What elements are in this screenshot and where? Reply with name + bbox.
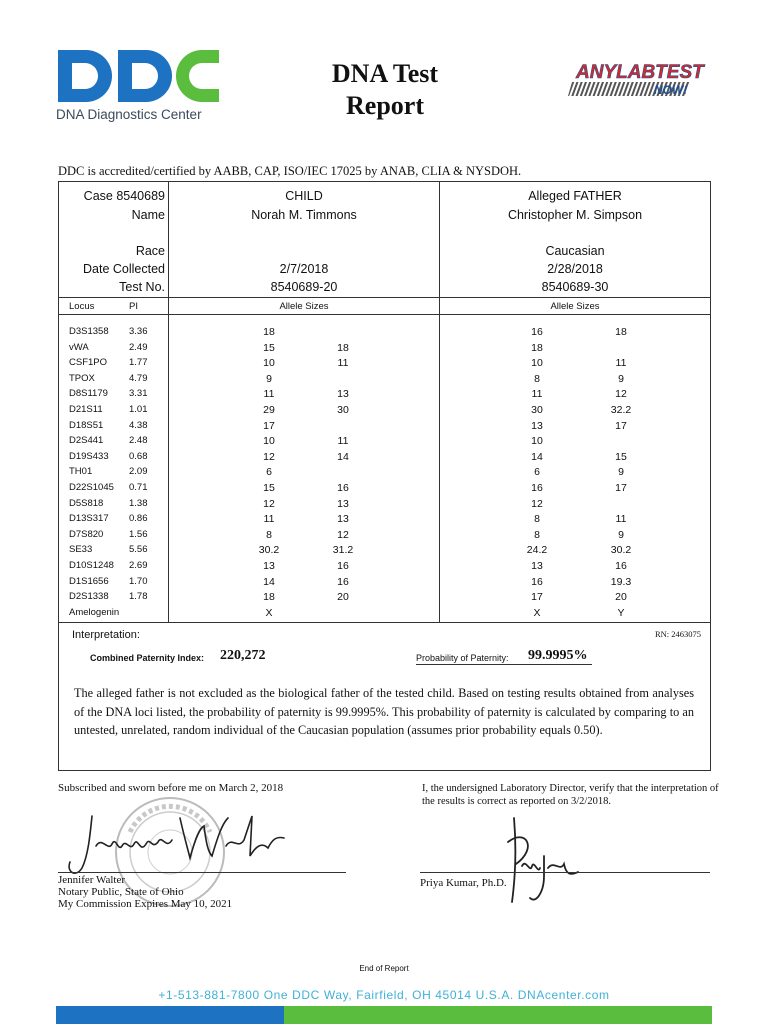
child-allele-2: 31.2: [332, 544, 354, 557]
child-allele-1: 12: [263, 497, 275, 510]
father-allele-2: 16: [615, 560, 627, 572]
table-row: [59, 420, 710, 436]
col-header-locus: Locus: [69, 301, 95, 312]
title-line-2: Report: [346, 91, 424, 120]
end-of-report: End of Report: [359, 964, 409, 973]
interpretation-label: Interpretation:: [72, 629, 140, 641]
notary-info: [58, 874, 232, 910]
father-allele-2: 9: [618, 466, 624, 479]
notary-name: Jennifer Walter: [58, 874, 126, 886]
test-no-label: Test No.: [119, 280, 165, 294]
child-allele-1: 10: [263, 357, 275, 370]
father-name: Christopher M. Simpson: [507, 208, 643, 222]
notary-title: Notary Public, State of Ohio: [58, 886, 184, 898]
locus-cell: D7S820: [69, 528, 104, 540]
child-allele-2: 12: [337, 528, 349, 541]
father-allele-1: 6: [534, 466, 540, 479]
father-allele-2: 15: [615, 450, 627, 463]
locus-cell: D21S11: [69, 404, 103, 415]
father-allele-2: Y: [617, 606, 625, 619]
child-allele-2: 18: [337, 341, 349, 354]
cpi-value: 220,272: [220, 648, 266, 663]
locus-cell: D2S441: [69, 435, 104, 447]
table-row: [59, 435, 710, 451]
locus-cell: D3S1358: [69, 326, 109, 337]
father-allele-2: 11: [615, 513, 627, 526]
locus-cell: TH01: [69, 466, 93, 478]
footer-address: +1-513-881-7800 One DDC Way, Fairfield, OH 45014 U.S.A. DNAcenter.com: [158, 988, 610, 1002]
father-allele-1: 13: [531, 560, 543, 572]
table-row: [59, 404, 710, 420]
child-allele-2: 13: [337, 388, 349, 401]
child-allele-2: 16: [337, 575, 349, 588]
divider-header: [59, 297, 710, 298]
pi-cell: 0.71: [129, 482, 148, 493]
father-allele-2: 30.2: [610, 544, 632, 557]
child-date-collected: 2/7/2018: [279, 262, 329, 276]
father-allele-1: 16: [531, 326, 543, 338]
child-allele-1: 18: [263, 326, 275, 338]
father-allele-1: 12: [531, 497, 543, 510]
table-row: [59, 466, 710, 482]
father-allele-1: 17: [531, 591, 543, 604]
col-header-child-alleles: Allele Sizes: [279, 301, 329, 312]
pi-cell: 3.36: [129, 326, 148, 337]
interpretation-text: The alleged father is not excluded as the biological father of the tested child. Based on testing results obtained from analyses of the DNA loci listed, the probability of paternity is 99.9995%. This probability of paternity is calculated by comparing to an untested, unrelated, random individual of the Caucasian population (assumes prior probability equals 0.50).: [74, 686, 694, 737]
child-allele-2: 11: [337, 435, 349, 448]
father-allele-2: 17: [615, 419, 627, 432]
father-test-no: 8540689-30: [541, 280, 609, 294]
child-allele-2: 16: [337, 560, 349, 572]
pi-cell: 2.09: [129, 466, 148, 478]
father-race: Caucasian: [545, 244, 605, 258]
child-allele-1: 6: [266, 466, 272, 479]
father-allele-1: 30: [531, 404, 543, 416]
child-role: CHILD: [285, 189, 323, 203]
table-row: [59, 388, 710, 404]
child-allele-1: 18: [263, 591, 275, 604]
child-allele-1: X: [265, 606, 273, 619]
locus-cell: Amelogenin: [69, 606, 120, 618]
father-allele-1: 16: [531, 482, 543, 494]
child-allele-1: 9: [266, 372, 272, 385]
col-header-pi: PI: [129, 301, 138, 312]
father-role: Alleged FATHER: [528, 189, 622, 203]
director-name: Priya Kumar, Ph.D.: [420, 877, 507, 889]
child-allele-2: 13: [337, 497, 349, 510]
father-allele-1: 18: [531, 341, 543, 354]
child-allele-1: 12: [263, 450, 275, 463]
child-allele-1: 30.2: [258, 544, 280, 557]
pi-cell: 0.68: [129, 450, 148, 462]
child-allele-1: 10: [263, 435, 275, 448]
footer-bar-green: [284, 1006, 712, 1024]
ddc-logo: [56, 48, 226, 128]
table-row: [59, 451, 710, 467]
pi-cell: 1.56: [129, 528, 148, 540]
anylabtest-logo: [566, 52, 706, 100]
locus-cell: D8S1179: [69, 388, 108, 400]
notary-signature-line: [58, 872, 346, 873]
father-allele-2: 19.3: [610, 575, 632, 588]
table-row: [59, 607, 710, 623]
director-signature-line: [420, 872, 710, 873]
date-collected-label: Date Collected: [83, 262, 165, 276]
probability-label: Probability of Paternity:: [416, 653, 509, 663]
pi-cell: 1.70: [129, 575, 148, 587]
father-allele-2: 9: [618, 528, 624, 541]
child-allele-2: 14: [337, 450, 349, 463]
sworn-statement: Subscribed and sworn before me on March 2, 2018: [58, 782, 284, 794]
probability-underline: [416, 664, 592, 665]
child-allele-2: 20: [337, 591, 349, 604]
father-allele-1: 11: [531, 388, 543, 401]
accreditation-text: DDC is accredited/certified by AABB, CAP, ISO/IEC 17025 by ANAB, CLIA & NYSDOH.: [58, 164, 522, 178]
father-allele-1: 8: [534, 372, 540, 385]
locus-cell: D13S317: [69, 513, 109, 525]
table-row: [59, 576, 710, 592]
table-row: [59, 529, 710, 545]
race-label: Race: [135, 244, 165, 258]
pi-cell: 1.01: [129, 404, 148, 415]
footer-bar-blue: [56, 1006, 284, 1024]
anylabtest-now-text: NOW!: [654, 83, 688, 97]
father-allele-1: 24.2: [526, 544, 548, 557]
father-allele-1: 10: [531, 435, 543, 448]
father-allele-1: 13: [531, 419, 543, 432]
locus-cell: vWA: [69, 341, 89, 353]
father-allele-2: 17: [615, 482, 627, 494]
notary-commission: My Commission Expires May 10, 2021: [58, 898, 233, 910]
child-allele-2: 13: [337, 513, 349, 526]
child-allele-2: 30: [337, 404, 349, 416]
child-allele-2: 16: [337, 482, 349, 494]
pi-cell: 1.38: [129, 497, 148, 509]
father-allele-2: 11: [615, 357, 627, 370]
logo-subtitle: DNA Diagnostics Center: [56, 107, 202, 122]
table-row: [59, 373, 710, 389]
child-allele-1: 8: [266, 528, 272, 541]
locus-cell: D22S1045: [69, 482, 114, 493]
pi-cell: 0.86: [129, 513, 148, 525]
table-row: [59, 513, 710, 529]
table-row: [59, 357, 710, 373]
locus-cell: CSF1PO: [69, 357, 108, 369]
locus-cell: D19S433: [69, 450, 109, 462]
locus-cell: D1S1656: [69, 575, 109, 587]
locus-cell: TPOX: [69, 372, 95, 384]
name-label: Name: [131, 208, 165, 222]
pi-cell: 5.56: [129, 544, 148, 556]
report-title: [300, 58, 470, 122]
title-line-1: DNA Test: [331, 59, 439, 88]
table-row: [59, 342, 710, 358]
father-allele-1: X: [533, 606, 541, 619]
father-allele-1: 10: [531, 357, 543, 370]
pi-cell: 4.79: [129, 372, 148, 384]
rn-number: RN: 2463075: [655, 629, 702, 639]
father-date-collected: 2/28/2018: [547, 262, 603, 276]
director-signature: [486, 812, 586, 908]
director-statement: I, the undersigned Laboratory Director, verify that the interpretation of the results is correct as reported on 3/2/2018.: [422, 783, 719, 807]
father-allele-1: 8: [534, 513, 540, 526]
locus-cell: D2S1338: [69, 591, 109, 603]
case-number: Case 8540689: [83, 189, 165, 203]
table-row: [59, 482, 710, 498]
child-allele-1: 15: [263, 341, 275, 354]
table-row: [59, 591, 710, 607]
child-allele-2: 11: [337, 357, 349, 370]
father-allele-2: 9: [618, 372, 624, 385]
pi-cell: 2.48: [129, 435, 148, 447]
child-allele-1: 11: [263, 388, 275, 401]
anylabtest-text: ANYLABTEST: [576, 62, 704, 83]
child-name: Norah M. Timmons: [251, 208, 357, 222]
divider-columns: [59, 314, 710, 315]
table-row: [59, 498, 710, 514]
child-allele-1: 13: [263, 560, 275, 572]
results-box: [58, 181, 711, 771]
allele-table-body: [59, 326, 710, 622]
locus-cell: SE33: [69, 544, 93, 556]
child-allele-1: 11: [263, 513, 275, 526]
father-allele-1: 16: [531, 575, 543, 588]
child-test-no: 8540689-20: [270, 280, 338, 294]
col-header-father-alleles: Allele Sizes: [550, 301, 600, 312]
pi-cell: 1.77: [129, 357, 148, 369]
pi-cell: 2.69: [129, 560, 148, 571]
pi-cell: 4.38: [129, 419, 148, 431]
father-allele-2: 12: [615, 388, 627, 401]
pi-cell: 1.78: [129, 591, 148, 603]
child-allele-1: 14: [263, 575, 275, 588]
locus-cell: D18S51: [69, 419, 104, 431]
table-row: [59, 326, 710, 342]
father-allele-2: 32.2: [610, 404, 632, 416]
pi-cell: 3.31: [129, 388, 148, 400]
child-allele-1: 29: [263, 404, 275, 416]
table-row: [59, 544, 710, 560]
locus-cell: D5S818: [69, 497, 104, 509]
child-allele-1: 15: [263, 482, 275, 494]
father-allele-1: 14: [531, 450, 543, 463]
pi-cell: 2.49: [129, 341, 148, 353]
cpi-label: Combined Paternity Index:: [90, 653, 205, 663]
locus-cell: D10S1248: [69, 560, 114, 571]
father-allele-2: 20: [615, 591, 627, 604]
child-allele-1: 17: [263, 419, 275, 432]
father-allele-2: 18: [615, 326, 627, 338]
father-allele-1: 8: [534, 528, 540, 541]
probability-value: 99.9995%: [528, 648, 588, 663]
table-row: [59, 560, 710, 576]
notary-signature: [62, 806, 292, 882]
